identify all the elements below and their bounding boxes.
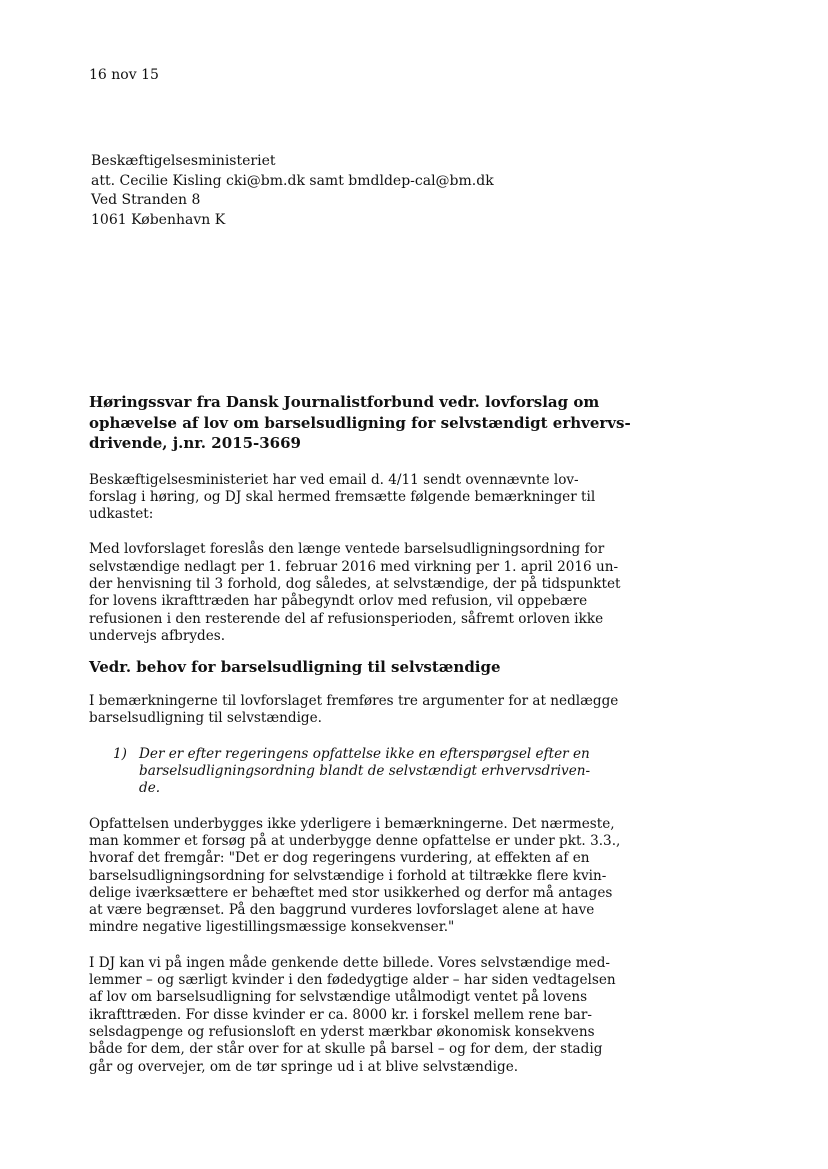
text-line: refusionen i den resterende del af refusionsperioden, såfremt orloven ikke (89, 610, 604, 627)
letter-title (89, 392, 631, 454)
list-number: 1) (113, 745, 127, 762)
letter-body (89, 392, 631, 1076)
address-line: att. Cecilie Kisling cki@bm.dk samt bmdldep-cal@bm.dk (91, 172, 494, 189)
text-line: Opfattelsen underbygges ikke yderligere i bemærkningerne. Det nærmeste, (89, 815, 615, 832)
text-line: Beskæftigelsesministeriet har ved email d. 4/11 sendt ovennævnte lov- (89, 471, 579, 488)
title-line: drivende, j.nr. 2015-3669 (89, 434, 301, 452)
text-line: I bemærkningerne til lovforslaget fremføres tre argumenter for at nedlægge (89, 693, 619, 710)
text-line: man kommer et forsøg på at underbygge denne opfattelse er under pkt. 3.3., (89, 832, 621, 849)
title-line: Høringssvar fra Dansk Journalistforbund vedr. lovforslag om (89, 393, 600, 411)
text-line: at være begrænset. På den baggrund vurderes lovforslaget alene at have (89, 902, 595, 919)
text-line: Der er efter regeringens opfattelse ikke en efterspørgsel efter en (139, 745, 590, 762)
list-item (139, 746, 589, 798)
text-line: de. (139, 780, 161, 797)
text-line: går og overvejer, om de tør springe ud i at blive selvstændige. (89, 1058, 519, 1075)
address-line: 1061 København K (91, 211, 226, 228)
text-line: Med lovforslaget foreslås den længe ventede barselsudligningsordning for (89, 541, 605, 558)
paragraph-arguments (89, 693, 619, 728)
paragraph-intro (89, 471, 596, 524)
text-line: mindre negative ligestillingsmæssige konsekvenser." (89, 919, 455, 936)
text-line: ikrafttræden. For disse kvinder er ca. 8000 kr. i forskel mellem rene bar- (89, 1006, 592, 1023)
text-line: udkastet: (89, 506, 154, 523)
text-line: barselsudligningsordning for selvstændige i forhold at tiltrække flere kvin- (89, 867, 607, 884)
paragraph-proposal (89, 541, 621, 645)
address-line: Ved Stranden 8 (91, 192, 201, 208)
paragraph-dj-response (89, 954, 616, 1076)
text-line: der henvisning til 3 forhold, dog således, at selvstændige, der på tidspunktet (89, 575, 621, 592)
address-line: Beskæftigelsesministeriet (91, 153, 276, 169)
text-line: forslag i høring, og DJ skal hermed fremsætte følgende bemærkninger til (89, 488, 596, 505)
numbered-list (89, 746, 589, 798)
text-line: I DJ kan vi på ingen måde genkende dette billede. Vores selvstændige med- (89, 954, 611, 971)
text-line: selvstændige nedlagt per 1. februar 2016 med virkning per 1. april 2016 un- (89, 558, 619, 575)
section-heading: Vedr. behov for barselsudligning til selvstændige (89, 658, 501, 677)
text-line: selsdagpenge og refusionsloft en yderst mærkbar økonomisk konsekvens (89, 1023, 595, 1040)
text-line: lemmer – og særligt kvinder i den fødedygtige alder – har siden vedtagelsen (89, 972, 616, 989)
text-line: undervejs afbrydes. (89, 627, 226, 644)
letter-date: 16 nov 15 (89, 67, 159, 83)
paragraph-assessment (89, 815, 621, 937)
text-line: barselsudligning til selvstændige. (89, 710, 322, 727)
text-line: af lov om barselsudligning for selvstændige utålmodigt ventet på lovens (89, 989, 588, 1006)
title-line: ophævelse af lov om barselsudligning for selvstændigt erhvervs- (89, 413, 631, 432)
text-line: delige iværksættere er behæftet med stor usikkerhed og derfor må antages (89, 884, 613, 901)
text-line: barselsudligningsordning blandt de selvstændigt erhvervsdriven- (139, 763, 591, 780)
text-line: hvoraf det fremgår: "Det er dog regeringens vurdering, at effekten af en (89, 850, 590, 867)
text-line: for lovens ikrafttræden har påbegyndt orlov med refusion, vil oppebære (89, 593, 588, 610)
text-line: både for dem, der står over for at skulle på barsel – og for dem, der stadig (89, 1041, 603, 1058)
recipient-address (91, 152, 494, 230)
